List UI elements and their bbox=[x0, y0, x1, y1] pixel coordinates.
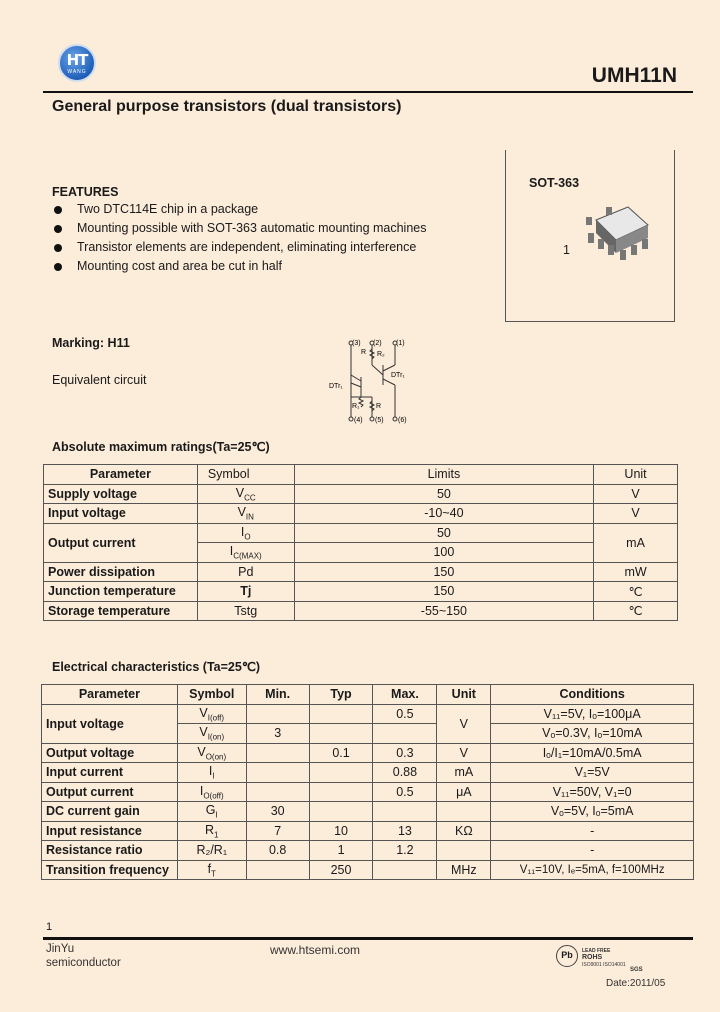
table-row bbox=[42, 821, 694, 841]
min-cell: 0.8 bbox=[246, 841, 309, 861]
limit-cell: 50 bbox=[294, 484, 593, 504]
part-number: UMH11N bbox=[591, 64, 677, 87]
pin-5-label: (5) bbox=[375, 417, 384, 424]
unit-cell: mW bbox=[594, 562, 678, 582]
page-subtitle: General purpose transistors (dual transistors) bbox=[52, 98, 402, 115]
limit-cell: 150 bbox=[294, 562, 593, 582]
r2-top-label: R₂ bbox=[377, 351, 385, 358]
header-max: Max. bbox=[373, 685, 437, 705]
min-cell: 3 bbox=[246, 724, 309, 744]
unit-cell: V bbox=[594, 484, 678, 504]
company-type: semiconductor bbox=[46, 957, 121, 969]
pin-6-label: (6) bbox=[398, 417, 407, 424]
header-typ: Typ bbox=[309, 685, 373, 705]
table-row bbox=[44, 562, 678, 582]
param-cell: Input current bbox=[42, 763, 178, 783]
equivalent-circuit-label: Equivalent circuit bbox=[52, 373, 147, 387]
r-bottom-label: R bbox=[376, 403, 382, 410]
typ-cell bbox=[309, 802, 373, 822]
typ-cell: 10 bbox=[309, 821, 373, 841]
header-unit: Unit bbox=[437, 685, 491, 705]
table-row bbox=[42, 860, 694, 880]
min-cell bbox=[246, 782, 309, 802]
unit-cell: MHz bbox=[437, 860, 491, 880]
cert-rohs: ROHS bbox=[582, 954, 603, 961]
header-rule bbox=[43, 91, 693, 93]
pin-1-label: (1) bbox=[396, 340, 405, 347]
param-cell: DC current gain bbox=[42, 802, 178, 822]
max-cell bbox=[373, 802, 437, 822]
footer-rule bbox=[43, 937, 693, 940]
header-symbol: Symbol bbox=[197, 465, 294, 485]
unit-cell: μA bbox=[437, 782, 491, 802]
symbol-cell: R₂/R₁ bbox=[177, 841, 246, 861]
table-row bbox=[44, 504, 678, 524]
unit-cell: V bbox=[437, 704, 491, 743]
param-cell: Output voltage bbox=[42, 743, 178, 763]
symbol-cell: $V_{O(on)}$ bbox=[177, 743, 246, 763]
symbol-cell: $I_O$ bbox=[197, 523, 294, 543]
pin-2-label: (2) bbox=[373, 340, 382, 347]
symbol-cell: Tj bbox=[197, 582, 294, 602]
abs-max-title: Absolute maximum ratings(Ta=25℃) bbox=[52, 440, 270, 454]
min-cell: 30 bbox=[246, 802, 309, 822]
table-row bbox=[42, 743, 694, 763]
symbol-cell: $V_{CC}$ bbox=[197, 484, 294, 504]
document-date: Date:2011/05 bbox=[606, 978, 666, 989]
typ-cell bbox=[309, 782, 373, 802]
elec-title: Electrical characteristics (Ta=25℃) bbox=[52, 660, 261, 674]
header-parameter: Parameter bbox=[42, 685, 178, 705]
r1-bottom-label: R₁ bbox=[352, 403, 360, 410]
logo-text: HT bbox=[66, 51, 88, 69]
param-cell: Storage temperature bbox=[44, 601, 198, 621]
max-cell: 0.5 bbox=[373, 704, 437, 724]
pin1-label: 1 bbox=[563, 243, 570, 257]
param-cell: Input voltage bbox=[42, 704, 178, 743]
typ-cell: 0.1 bbox=[309, 743, 373, 763]
table-row bbox=[44, 582, 678, 602]
abs-max-table bbox=[43, 464, 678, 621]
min-cell bbox=[246, 763, 309, 783]
table-row bbox=[42, 704, 694, 724]
min-cell: 7 bbox=[246, 821, 309, 841]
cond-cell: Vₒ=5V, Iₒ=5mA bbox=[491, 802, 694, 822]
feature-item: Two DTC114E chip in a package bbox=[52, 202, 427, 221]
max-cell: 13 bbox=[373, 821, 437, 841]
table-row bbox=[44, 601, 678, 621]
sot363-package-image bbox=[576, 195, 656, 270]
header-parameter: Parameter bbox=[44, 465, 198, 485]
elec-table bbox=[41, 684, 694, 880]
unit-cell: mA bbox=[437, 763, 491, 783]
limit-cell: -10~40 bbox=[294, 504, 593, 524]
param-cell: Transition frequency bbox=[42, 860, 178, 880]
typ-cell: 250 bbox=[309, 860, 373, 880]
feature-item: Mounting possible with SOT-363 automatic mounting machines bbox=[52, 221, 427, 240]
param-cell: Resistance ratio bbox=[42, 841, 178, 861]
symbol-cell: $V_{I(on)}$ bbox=[177, 724, 246, 744]
max-cell: 0.88 bbox=[373, 763, 437, 783]
unit-cell: ℃ bbox=[594, 582, 678, 602]
r-left-label: R bbox=[361, 349, 367, 356]
symbol-cell: $I_I$ bbox=[177, 763, 246, 783]
unit-cell: KΩ bbox=[437, 821, 491, 841]
min-cell bbox=[246, 743, 309, 763]
cert-iso: ISO9001 ISO14001 bbox=[582, 962, 626, 968]
param-cell: Junction temperature bbox=[44, 582, 198, 602]
feature-item: Transistor elements are independent, eliminating interference bbox=[52, 240, 427, 259]
unit-cell: ℃ bbox=[594, 601, 678, 621]
table-row bbox=[44, 523, 678, 543]
table-row bbox=[44, 484, 678, 504]
symbol-cell: $G_I$ bbox=[177, 802, 246, 822]
cond-cell: - bbox=[491, 821, 694, 841]
max-cell: 1.2 bbox=[373, 841, 437, 861]
max-cell bbox=[373, 860, 437, 880]
symbol-cell: $I_{O(off)}$ bbox=[177, 782, 246, 802]
typ-cell bbox=[309, 724, 373, 744]
cond-cell: - bbox=[491, 841, 694, 861]
max-cell: 0.3 bbox=[373, 743, 437, 763]
marking-label: Marking: H11 bbox=[52, 336, 130, 350]
features-title: FEATURES bbox=[52, 185, 119, 199]
cert-sgs: SGS bbox=[630, 967, 643, 973]
limit-cell: 150 bbox=[294, 582, 593, 602]
pin-3-label: (3) bbox=[352, 340, 361, 347]
cond-cell: V₁₁=5V, Iₒ=100μA bbox=[491, 704, 694, 724]
cond-cell: V₁₁=50V, V₁=0 bbox=[491, 782, 694, 802]
typ-cell: 1 bbox=[309, 841, 373, 861]
param-cell: Output current bbox=[42, 782, 178, 802]
table-row bbox=[42, 802, 694, 822]
symbol-cell: $f_T$ bbox=[177, 860, 246, 880]
symbol-cell: $V_{I(off)}$ bbox=[177, 704, 246, 724]
min-cell bbox=[246, 860, 309, 880]
symbol-cell: $I_{C(MAX)}$ bbox=[197, 543, 294, 563]
features-list bbox=[52, 202, 427, 278]
max-cell: 0.5 bbox=[373, 782, 437, 802]
symbol-cell: $R_1$ bbox=[177, 821, 246, 841]
min-cell bbox=[246, 704, 309, 724]
table-row bbox=[42, 841, 694, 861]
cond-cell: V₁₁=10V, Iₑ=5mA, f=100MHz bbox=[491, 860, 694, 880]
param-cell: Output current bbox=[44, 523, 198, 562]
symbol-cell: $V_{IN}$ bbox=[197, 504, 294, 524]
cert-lead-free: LEAD FREE bbox=[582, 948, 611, 954]
pb-free-icon: Pb bbox=[556, 945, 578, 967]
limit-cell: 100 bbox=[294, 543, 593, 563]
page-number: 1 bbox=[46, 921, 53, 933]
limit-cell: 50 bbox=[294, 523, 593, 543]
table-header-row bbox=[42, 685, 694, 705]
company-logo bbox=[58, 44, 96, 82]
param-cell: Input voltage bbox=[44, 504, 198, 524]
feature-item: Mounting cost and area be cut in half bbox=[52, 259, 427, 278]
cond-cell: Iₒ/I₁=10mA/0.5mA bbox=[491, 743, 694, 763]
param-cell: Power dissipation bbox=[44, 562, 198, 582]
logo-subtext: WANG bbox=[67, 69, 87, 75]
dtr2-label: DTr₁ bbox=[391, 372, 405, 379]
cond-cell: V₁=5V bbox=[491, 763, 694, 783]
header-conditions: Conditions bbox=[491, 685, 694, 705]
equivalent-circuit-diagram bbox=[325, 335, 415, 427]
symbol-cell: Tstg bbox=[197, 601, 294, 621]
website-link[interactable]: www.htsemi.com bbox=[270, 943, 361, 957]
unit-cell: mA bbox=[594, 523, 678, 562]
limit-cell: -55~150 bbox=[294, 601, 593, 621]
cond-cell: Vₒ=0.3V, Iₒ=10mA bbox=[491, 724, 694, 744]
dtr1-label: DTr₁ bbox=[329, 383, 343, 390]
unit-cell: V bbox=[437, 743, 491, 763]
max-cell bbox=[373, 724, 437, 744]
typ-cell bbox=[309, 704, 373, 724]
company-name: JinYu bbox=[46, 943, 75, 955]
package-box bbox=[505, 150, 675, 322]
table-row bbox=[42, 763, 694, 783]
unit-cell bbox=[437, 802, 491, 822]
package-label: SOT-363 bbox=[529, 176, 580, 190]
param-cell: Supply voltage bbox=[44, 484, 198, 504]
pin-4-label: (4) bbox=[354, 417, 363, 424]
header-limits: Limits bbox=[294, 465, 593, 485]
unit-cell: V bbox=[594, 504, 678, 524]
table-row bbox=[42, 782, 694, 802]
symbol-cell: Pd bbox=[197, 562, 294, 582]
header-unit: Unit bbox=[594, 465, 678, 485]
table-header-row bbox=[44, 465, 678, 485]
header-symbol: Symbol bbox=[177, 685, 246, 705]
unit-cell bbox=[437, 841, 491, 861]
typ-cell bbox=[309, 763, 373, 783]
header-min: Min. bbox=[246, 685, 309, 705]
param-cell: Input resistance bbox=[42, 821, 178, 841]
